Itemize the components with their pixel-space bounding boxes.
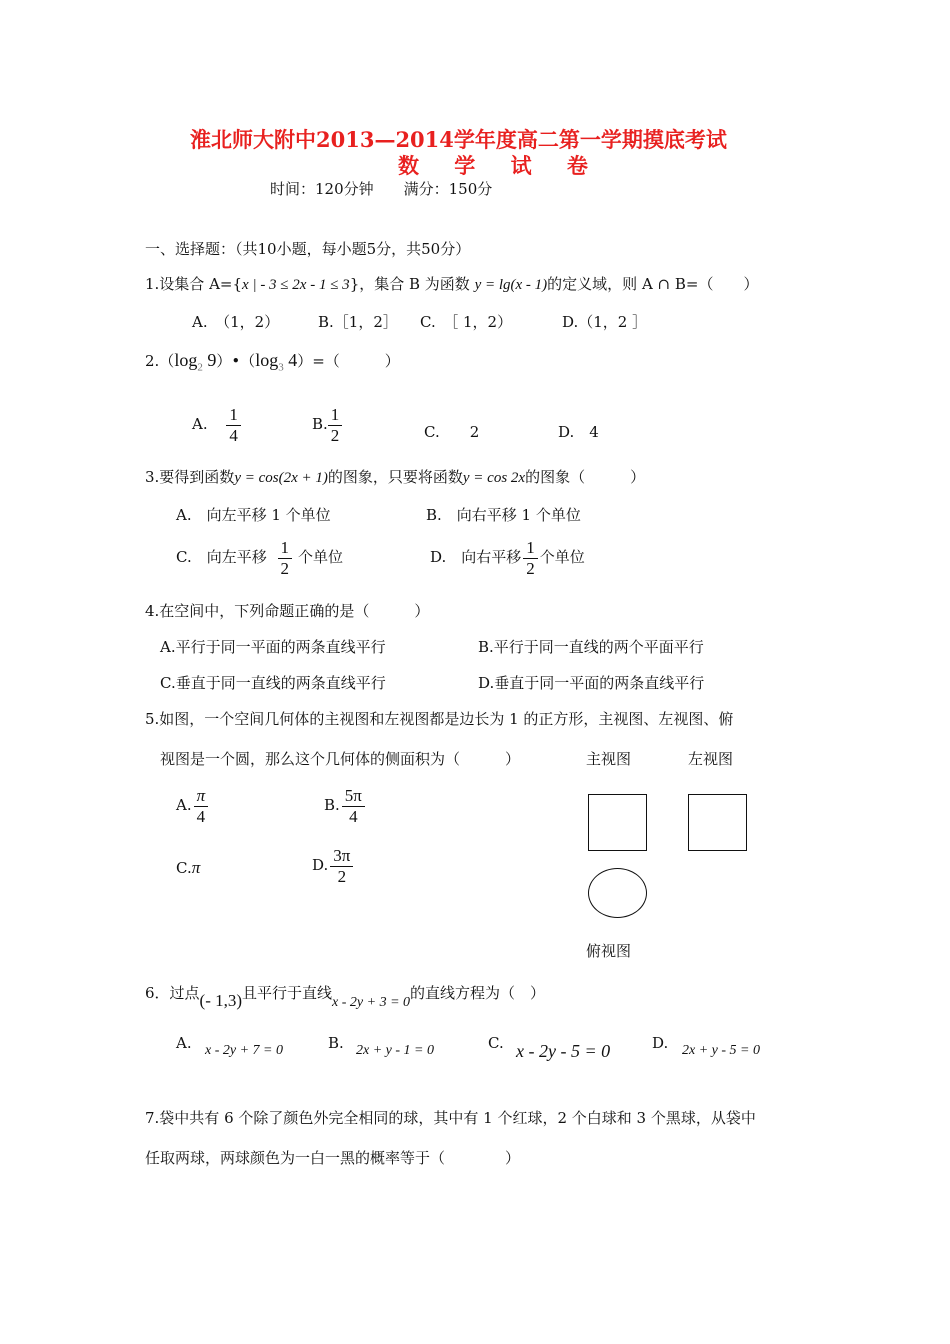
question-3-stem: 3.要得到函数y = cos(2x + 1)的图象，只要将函数y = cos 2x的图象（ ） [145,468,646,486]
top-view-circle [588,868,647,918]
q1-option-b: B.［1，2］ [318,313,398,331]
q1-mid: }，集合 B 为函数 [349,275,470,293]
q4-option-a: A.平行于同一平面的两条直线平行 [160,638,386,656]
q1-function: y = lg(x - 1) [474,277,548,293]
question-1-stem [145,273,758,294]
q1-option-a: A. （1，2） [192,313,280,331]
q6-option-a: A. [176,1034,192,1052]
question-5-line-1: 5.如图，一个空间几何体的主视图和左视图都是边长为 1 的正方形，主视图、左视图、俯 [145,710,734,728]
q1-set-body: x | - 3 ≤ 2x - 1 ≤ 3 [242,277,350,293]
q1-option-d: D.（1，2 ］ [562,313,648,331]
q4-option-d: D.垂直于同一平面的两条直线平行 [478,674,705,692]
q5-option-c: C.π [176,858,201,877]
section-heading: 一、选择题：（共10小题，每小题5分，共50分） [145,240,471,258]
q5-option-d: D. $\frac{3\pi}{2}$ [312,846,353,886]
question-4-stem: 4.在空间中，下列命题正确的是（ ） [145,602,430,620]
left-view-square [688,794,747,851]
q6-option-d: D. [652,1034,669,1052]
top-view-label: 俯视图 [586,942,632,960]
q3-function-1: y = cos(2x + 1) [234,470,328,486]
q3-option-b: B. 向右平移 1 个单位 [426,506,581,524]
q6-option-b-equation: 2x + y - 1 = 0 [356,1043,434,1058]
q2-option-a: A. $\frac{1}{4}$ [192,405,241,445]
q6-option-c-equation: x - 2y - 5 = 0 [516,1041,611,1061]
front-view-square [588,794,647,851]
q2-pre: 2.（ [145,352,175,370]
fraction: $\frac{5\pi}{4}$ [342,786,365,826]
q2-option-d: D. 4 [558,423,599,441]
q6-option-d-equation: 2x + y - 5 = 0 [682,1043,760,1058]
q6-option-b: B. [328,1034,344,1052]
time-and-score: 时间：120分钟 满分：150分 [270,180,493,198]
q4-option-c: C.垂直于同一直线的两条直线平行 [160,674,386,692]
fraction: $\frac{1}{2}$ [523,538,538,578]
q5-option-a: A. $\frac{\pi}{4}$ [176,786,208,826]
exam-title: 淮北师大附中2013—2014学年度高二第一学期摸底考试 [190,127,727,152]
q2-log-1: $\log_2 9$ [174,350,217,374]
q4-option-b: B.平行于同一直线的两个平面平行 [478,638,704,656]
q3-option-a: A. 向左平移 1 个单位 [176,506,331,524]
question-2-stem [145,350,400,374]
q1-post: 的定义域，则 A ∩ B=（ ） [547,275,759,293]
fraction: $\frac{3\pi}{2}$ [330,846,353,886]
q5-option-b: B. $\frac{5\pi}{4}$ [324,786,365,826]
q1-pre: 1.设集合 A={ [145,275,243,293]
q6-option-a-equation: x - 2y + 7 = 0 [205,1043,283,1058]
q6-option-c: C. [488,1034,504,1052]
question-5-line-2: 视图是一个圆，那么这个几何体的侧面积为（ ） [160,750,521,768]
left-view-label: 左视图 [688,750,734,768]
q2-option-c: C. 2 [424,423,480,441]
q6-point: (- 1,3) [199,991,243,1010]
fraction: $\frac{1}{2}$ [328,405,343,445]
q6-line-equation: x - 2y + 3 = 0 [332,995,411,1010]
question-7-line-2: 任取两球，两球颜色为一白一黑的概率等于（ ） [145,1149,521,1167]
q3-option-c: C. 向左平移 $\frac{1}{2}$ 个单位 [176,538,344,578]
q2-mid: ）•（ [216,352,256,370]
fraction: $\frac{1}{4}$ [226,405,241,445]
exam-subtitle: 数 学 试 卷 [398,153,602,178]
q1-option-c: C. ［ 1，2） [420,313,513,331]
fraction: $\frac{\pi}{4}$ [194,786,209,826]
q2-log-2: $\log_3 4$ [255,350,298,374]
question-7-line-1: 7.袋中共有 6 个除了颜色外完全相同的球，其中有 1 个红球，2 个白球和 3 个黑球，从袋中 [145,1109,756,1127]
fraction: $\frac{1}{2}$ [278,538,293,578]
question-6-stem: 6．过点(- 1,3)且平行于直线x - 2y + 3 = 0的直线方程为（ ） [145,984,546,1010]
q2-option-b: B. $\frac{1}{2}$ [312,405,342,445]
q3-option-d: D. 向右平移 $\frac{1}{2}$ 个单位 [430,538,585,578]
front-view-label: 主视图 [586,750,632,768]
q2-post: ）=（ ） [297,352,400,370]
q3-function-2: y = cos 2x [462,470,526,486]
